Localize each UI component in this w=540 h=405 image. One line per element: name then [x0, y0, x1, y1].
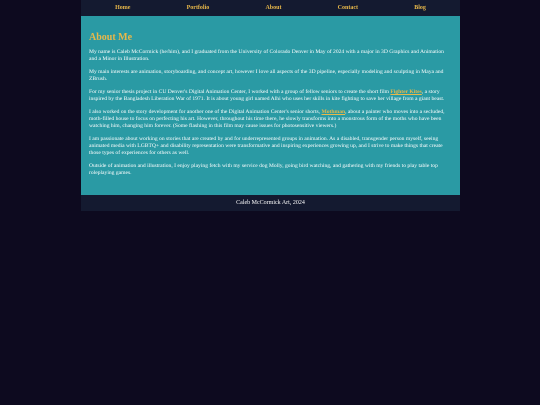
paragraph-text: For my senior thesis project in CU Denver's Digital Animation Center, I worked with a group of fellow seniors to create the short film — [89, 89, 391, 95]
paragraph-text: I also worked on the story development for another one of the Digital Animation Center's senior shorts, — [89, 109, 322, 115]
nav-contact[interactable]: Contact — [337, 5, 359, 11]
page-title: About Me — [89, 32, 133, 43]
paragraph-text: , about a painter who moves into a secluded, moth-filled house to focus on perfecting his art. However, throughout his time there, he slowly transforms into a monstrous form of the moths who have been watching him, changing him forever. (Some flashing in this film may cause issues for photosensitive viewers.) — [89, 109, 445, 129]
about-paragraph-3 — [89, 89, 452, 103]
fighter-kites-link[interactable]: Fighter Kites — [390, 89, 422, 95]
about-paragraph-1: My name is Caleb McCormick (he/him), and I graduated from the University of Colorado Denver in May of 2024 with a major in 3D Graphics and Animation and a Minor in Illustration. — [89, 49, 444, 62]
about-paragraph-6: Outside of animation and illustration, I enjoy playing fetch with my service dog Molly, going bird watching, and gathering with my friends to play table top roleplaying games. — [89, 163, 438, 176]
paragraph-text: , a story inspired by the Bangladesh Liberation War of 1971. It is about young girl named Alhi who uses her skills in kite fighting to save her village from a giant beast. — [89, 89, 445, 102]
footer — [81, 195, 460, 211]
nav-about[interactable]: About — [265, 5, 282, 11]
nav-blog[interactable]: Blog — [414, 5, 426, 11]
about-paragraph-2: My main interests are animation, storyboarding, and concept art, however I love all aspects of the 3D pipeline, especially modeling and sculpting in Maya and ZBrush. — [89, 69, 444, 82]
footer-text: Caleb McCormick Art, 2024 — [236, 200, 305, 206]
top-nav — [81, 0, 460, 16]
nav-home[interactable]: Home — [115, 5, 131, 11]
mothman-link[interactable]: Mothman — [321, 109, 346, 115]
about-paragraph-5: I am passionate about working on stories that are created by and for underrepresented groups in animation. As a disabled, transgender person myself, seeing animated media with LGBTQ+ and disability representation were transformative and inspiring experiences growing up, and I strive to make things that create those types of experiences for others as well. — [89, 136, 443, 156]
about-paragraph-4 — [89, 109, 452, 130]
about-panel — [81, 16, 460, 195]
nav-portfolio[interactable]: Portfolio — [186, 5, 210, 11]
page-container — [81, 0, 460, 211]
